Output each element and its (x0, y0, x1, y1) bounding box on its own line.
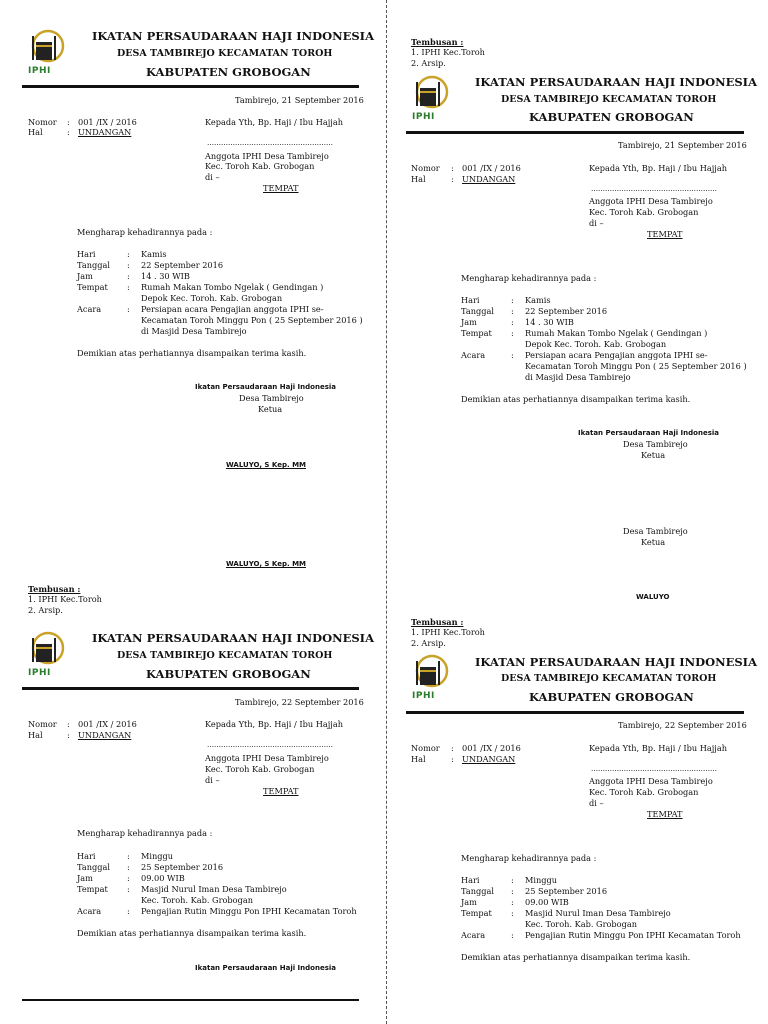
detail-label: Tanggal (461, 306, 494, 316)
tempat-label: TEMPAT (647, 229, 683, 239)
address-line: Kec. Toroh Kab. Grobogan (589, 787, 699, 797)
detail-colon: : (127, 873, 130, 883)
detail-value: Masjid Nurul Iman Desa Tambirejo (141, 884, 287, 894)
header-rule (22, 687, 359, 690)
detail-value: Kecamatan Toroh Minggu Pon ( 25 September 2016 ) (141, 315, 363, 325)
regency: KABUPATEN GROBOGAN (146, 667, 311, 681)
header-rule (22, 85, 359, 88)
detail-value: 25 September 2016 (141, 862, 224, 872)
tembusan-item: 1. IPHI Kec.Toroh (28, 594, 102, 604)
detail-value: Kamis (141, 249, 167, 259)
detail-colon: : (511, 317, 514, 327)
detail-value: 14 . 30 WIB (525, 317, 574, 327)
tempat-label: TEMPAT (647, 809, 683, 819)
detail-label: Tanggal (77, 260, 110, 270)
intro: Mengharap kehadirannya pada : (461, 273, 597, 283)
regency: KABUPATEN GROBOGAN (529, 110, 694, 124)
sign-role: Ketua (641, 537, 666, 547)
detail-label: Jam (461, 897, 477, 907)
hal-value: UNDANGAN (78, 127, 132, 137)
detail-value: Persiapan acara Pengajian anggota IPHI se- (141, 304, 324, 314)
header-rule (406, 711, 744, 714)
address-line: Kec. Toroh Kab. Grobogan (205, 764, 315, 774)
detail-colon: : (511, 328, 514, 338)
detail-value: 14 . 30 WIB (141, 271, 190, 281)
tembusan-title: Tembusan : (28, 584, 81, 594)
nomor-label: Nomor (28, 117, 57, 127)
closing: Demikian atas perhatiannya disampaikan terima kasih. (461, 952, 691, 962)
detail-colon: : (127, 862, 130, 872)
regency: KABUPATEN GROBOGAN (146, 65, 311, 79)
org-name: IKATAN PERSAUDARAAN HAJI INDONESIA (475, 655, 757, 669)
intro: Mengharap kehadirannya pada : (77, 227, 213, 237)
nomor-colon: : (67, 719, 70, 729)
detail-value: di Masjid Desa Tambirejo (525, 372, 631, 382)
hal-label: Hal (28, 127, 43, 137)
tembusan-item: 1. IPHI Kec.Toroh (411, 627, 485, 637)
date-line: Tambirejo, 22 September 2016 (235, 697, 364, 707)
detail-label: Tempat (461, 328, 492, 338)
detail-colon: : (511, 295, 514, 305)
tembusan-title: Tembusan : (411, 37, 464, 47)
detail-colon: : (127, 249, 130, 259)
detail-label: Tempat (77, 884, 108, 894)
fold-line (386, 0, 387, 1024)
detail-label: Acara (77, 906, 102, 916)
tempat-label: TEMPAT (263, 183, 299, 193)
hal-colon: : (451, 174, 454, 184)
iphi-logo (26, 28, 70, 78)
detail-value: di Masjid Desa Tambirejo (141, 326, 247, 336)
address-line: di – (205, 172, 220, 182)
detail-colon: : (127, 884, 130, 894)
detail-value: 25 September 2016 (525, 886, 608, 896)
village-line: DESA TAMBIREJO KECAMATAN TOROH (117, 48, 333, 59)
footer-rule (22, 999, 359, 1001)
tembusan-item: 2. Arsip. (28, 605, 63, 615)
detail-colon: : (127, 906, 130, 916)
detail-label: Hari (461, 875, 480, 885)
closing: Demikian atas perhatiannya disampaikan terima kasih. (77, 928, 307, 938)
detail-colon: : (127, 282, 130, 292)
iphi-logo (410, 653, 454, 703)
detail-value: Masjid Nurul Iman Desa Tambirejo (525, 908, 671, 918)
sign-org: Ikatan Persaudaraan Haji Indonesia (195, 964, 336, 972)
detail-label: Hari (77, 851, 96, 861)
dots-line: ……………………………………………… (207, 741, 333, 749)
address-line: Anggota IPHI Desa Tambirejo (589, 196, 713, 206)
org-name: IKATAN PERSAUDARAAN HAJI INDONESIA (92, 631, 374, 645)
sign-org: Ikatan Persaudaraan Haji Indonesia (578, 429, 719, 437)
nomor-colon: : (67, 117, 70, 127)
org-name: IKATAN PERSAUDARAAN HAJI INDONESIA (475, 75, 757, 89)
recipient-line: Kepada Yth, Bp. Haji / Ibu Hajjah (205, 117, 343, 127)
sign-village: Desa Tambirejo (623, 526, 688, 536)
detail-value: Pengajian Rutin Minggu Pon IPHI Kecamatan Toroh (525, 930, 741, 940)
address-line: Anggota IPHI Desa Tambirejo (205, 753, 329, 763)
nomor-label: Nomor (411, 163, 440, 173)
village-line: DESA TAMBIREJO KECAMATAN TOROH (501, 673, 717, 684)
detail-value: 09.00 WIB (525, 897, 569, 907)
detail-value: Kamis (525, 295, 551, 305)
detail-label: Hari (77, 249, 96, 259)
detail-value: Persiapan acara Pengajian anggota IPHI se- (525, 350, 708, 360)
detail-value: Depok Kec. Toroh. Kab. Grobogan (141, 293, 283, 303)
nomor-value: 001 /IX / 2016 (78, 719, 137, 729)
iphi-logo (410, 74, 454, 124)
detail-value: Rumah Makan Tombo Ngelak ( Gendingan ) (525, 328, 708, 338)
tempat-label: TEMPAT (263, 786, 299, 796)
hal-colon: : (67, 127, 70, 137)
sign-village: Desa Tambirejo (623, 439, 688, 449)
signer-name: WALUYO, S Kep. MM (226, 461, 306, 469)
detail-label: Tempat (77, 282, 108, 292)
sign-role: Ketua (258, 404, 283, 414)
org-name: IKATAN PERSAUDARAAN HAJI INDONESIA (92, 29, 374, 43)
signer-name: WALUYO, S Kep. MM (226, 560, 306, 568)
date-line: Tambirejo, 21 September 2016 (235, 95, 364, 105)
address-line: di – (589, 218, 604, 228)
iphi-logo (26, 630, 70, 680)
logo-text: IPHI (412, 112, 435, 122)
detail-value: Minggu (141, 851, 174, 861)
date-line: Tambirejo, 21 September 2016 (618, 140, 747, 150)
detail-value: 22 September 2016 (141, 260, 224, 270)
date-line: Tambirejo, 22 September 2016 (618, 720, 747, 730)
detail-label: Acara (461, 350, 486, 360)
signer-name: WALUYO (636, 593, 670, 601)
detail-label: Jam (77, 873, 93, 883)
address-line: Anggota IPHI Desa Tambirejo (205, 151, 329, 161)
detail-colon: : (511, 350, 514, 360)
logo-text: IPHI (28, 66, 51, 76)
detail-label: Acara (77, 304, 102, 314)
dots-line: ……………………………………………… (207, 139, 333, 147)
detail-value: Pengajian Rutin Minggu Pon IPHI Kecamatan Toroh (141, 906, 357, 916)
detail-label: Tempat (461, 908, 492, 918)
hal-value: UNDANGAN (462, 174, 516, 184)
detail-colon: : (511, 306, 514, 316)
intro: Mengharap kehadirannya pada : (77, 828, 213, 838)
detail-colon: : (511, 930, 514, 940)
detail-colon: : (127, 851, 130, 861)
detail-label: Tanggal (77, 862, 110, 872)
detail-value: Depok Kec. Toroh. Kab. Grobogan (525, 339, 667, 349)
recipient-line: Kepada Yth, Bp. Haji / Ibu Hajjah (589, 163, 727, 173)
regency: KABUPATEN GROBOGAN (529, 690, 694, 704)
detail-value: Rumah Makan Tombo Ngelak ( Gendingan ) (141, 282, 324, 292)
nomor-label: Nomor (411, 743, 440, 753)
hal-label: Hal (28, 730, 43, 740)
address-line: Kec. Toroh Kab. Grobogan (205, 161, 315, 171)
recipient-line: Kepada Yth, Bp. Haji / Ibu Hajjah (205, 719, 343, 729)
nomor-value: 001 /IX / 2016 (462, 163, 521, 173)
detail-label: Hari (461, 295, 480, 305)
tembusan-item: 1. IPHI Kec.Toroh (411, 47, 485, 57)
detail-colon: : (127, 271, 130, 281)
detail-value: Kec. Toroh. Kab. Grobogan (141, 895, 254, 905)
detail-label: Acara (461, 930, 486, 940)
nomor-colon: : (451, 163, 454, 173)
sign-role: Ketua (641, 450, 666, 460)
sign-village: Desa Tambirejo (239, 393, 304, 403)
dots-line: ……………………………………………… (591, 765, 717, 773)
header-rule (406, 131, 744, 134)
address-line: di – (589, 798, 604, 808)
detail-colon: : (511, 875, 514, 885)
detail-value: 09.00 WIB (141, 873, 185, 883)
intro: Mengharap kehadirannya pada : (461, 853, 597, 863)
hal-value: UNDANGAN (78, 730, 132, 740)
village-line: DESA TAMBIREJO KECAMATAN TOROH (117, 650, 333, 661)
address-line: Kec. Toroh Kab. Grobogan (589, 207, 699, 217)
closing: Demikian atas perhatiannya disampaikan terima kasih. (77, 348, 307, 358)
detail-label: Tanggal (461, 886, 494, 896)
detail-colon: : (127, 260, 130, 270)
logo-text: IPHI (412, 691, 435, 701)
detail-label: Jam (461, 317, 477, 327)
detail-colon: : (511, 886, 514, 896)
detail-value: Kec. Toroh. Kab. Grobogan (525, 919, 638, 929)
hal-label: Hal (411, 754, 426, 764)
detail-value: Minggu (525, 875, 558, 885)
address-line: di – (205, 775, 220, 785)
detail-colon: : (511, 897, 514, 907)
village-line: DESA TAMBIREJO KECAMATAN TOROH (501, 94, 717, 105)
closing: Demikian atas perhatiannya disampaikan terima kasih. (461, 394, 691, 404)
hal-colon: : (67, 730, 70, 740)
recipient-line: Kepada Yth, Bp. Haji / Ibu Hajjah (589, 743, 727, 753)
address-line: Anggota IPHI Desa Tambirejo (589, 776, 713, 786)
detail-colon: : (127, 304, 130, 314)
logo-text: IPHI (28, 668, 51, 678)
tembusan-item: 2. Arsip. (411, 638, 446, 648)
nomor-label: Nomor (28, 719, 57, 729)
detail-label: Jam (77, 271, 93, 281)
detail-colon: : (511, 908, 514, 918)
sign-org: Ikatan Persaudaraan Haji Indonesia (195, 383, 336, 391)
detail-value: Kecamatan Toroh Minggu Pon ( 25 September 2016 ) (525, 361, 747, 371)
hal-value: UNDANGAN (462, 754, 516, 764)
hal-label: Hal (411, 174, 426, 184)
nomor-value: 001 /IX / 2016 (462, 743, 521, 753)
dots-line: ……………………………………………… (591, 185, 717, 193)
tembusan-item: 2. Arsip. (411, 58, 446, 68)
nomor-value: 001 /IX / 2016 (78, 117, 137, 127)
tembusan-title: Tembusan : (411, 617, 464, 627)
nomor-colon: : (451, 743, 454, 753)
detail-value: 22 September 2016 (525, 306, 608, 316)
hal-colon: : (451, 754, 454, 764)
